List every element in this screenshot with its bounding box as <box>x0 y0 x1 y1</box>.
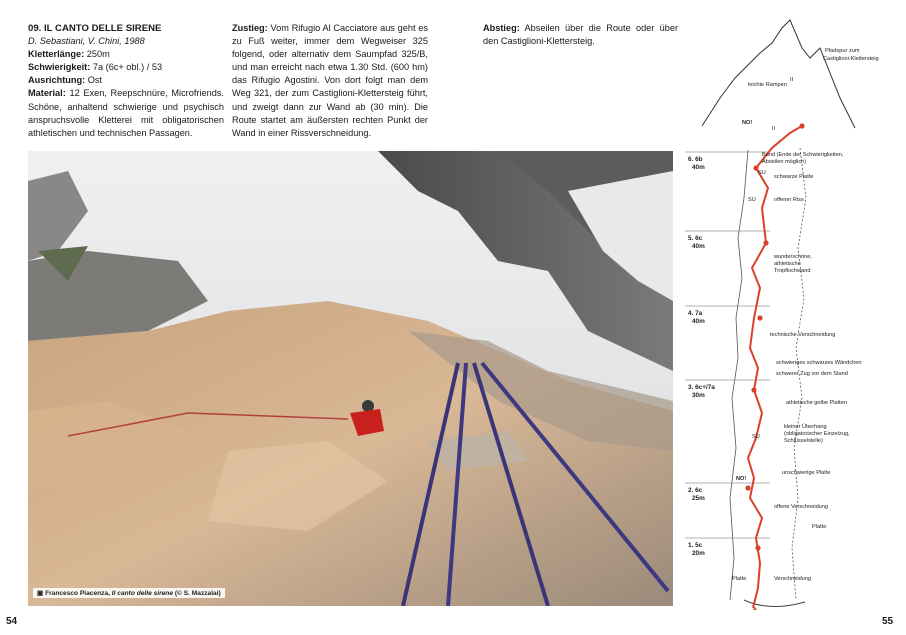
exposure-label: Ausrichtung: <box>28 75 86 86</box>
pitch-3-length: 30m <box>692 392 705 399</box>
label-overhang-3: Schlüsselstelle) <box>784 438 823 444</box>
route-title: 09. IL CANTO DELLE SIRENE <box>28 23 162 34</box>
descent-column <box>483 22 678 48</box>
pitch-5-grade: 5. 6c <box>688 235 703 242</box>
label-path-2: Castiglioni-Klettersteig <box>823 56 879 62</box>
length-value: 250m <box>86 49 110 60</box>
exposure-value: Ost <box>87 75 103 86</box>
start-marker: ▲ <box>752 606 758 612</box>
pitch-6-length: 40m <box>692 164 705 171</box>
label-path-1: Pfadspur zum <box>825 48 860 54</box>
label-slab-bottom: Platte <box>732 576 747 582</box>
pitch-5-length: 40m <box>692 243 705 250</box>
material-value: 12 Exen, Reepschnüre, Microfriends. <box>69 88 224 99</box>
label-band-1: Band (Ende der Schwierigkeiten, <box>762 152 844 158</box>
pitch-4-length: 40m <box>692 318 705 325</box>
access-text: Vom Rifugio Al Cacciatore aus geht es zu Fuß weiter, immer dem Wegweiser 325 folgend, oder alternativ dem Saumpfad 325/B, und man erreicht nach etwa 1.30 Std. (600 hm) das Rifugio Agostini. Von dort folgt man dem Weg 321, der zum Castiglioni-Klettersteig führt, und zweigt dann zur Wand ab (30 min). Die Route startet am äußersten rechten Punkt der Wand in einer Rissverschneidung. <box>232 23 428 138</box>
label-athletic-yellow: athletische gelbe Platten <box>786 400 847 406</box>
label-technical-dihedral: technische Verschneidung <box>770 332 836 338</box>
length-row <box>28 48 224 61</box>
pitch-labels <box>688 156 715 557</box>
pitch-1-length: 20m <box>692 550 705 557</box>
route-authors: D. Sebastiani, V. Chini, 1988 <box>28 36 145 47</box>
pitch-4-grade: 4. 7a <box>688 310 703 317</box>
access-column <box>232 22 428 140</box>
label-black-slab: schwarze Platte <box>774 174 814 180</box>
label-easy-slab: unschwierige Platte <box>782 470 831 476</box>
camera-icon: ▣ <box>37 590 44 597</box>
label-wonderful-3: Tropflochwand <box>774 268 811 274</box>
label-su-3: SU <box>752 434 760 440</box>
label-wonderful-2: athletische <box>774 261 801 267</box>
summit-outline <box>702 20 855 128</box>
label-su-2: SU <box>748 197 756 203</box>
label-ii-mid: II <box>772 126 776 132</box>
difficulty-label: Schwierigkeit: <box>28 62 91 73</box>
caption-credit: Francesco Piacenza, <box>45 590 110 597</box>
page-number-right: 55 <box>882 616 894 627</box>
descent-label: Abstieg: <box>483 23 520 33</box>
label-wonderful-1: wunderschöne, <box>774 254 812 260</box>
length-label: Kletterlänge: <box>28 49 85 60</box>
label-black-wall: schwieriges schwarzes Wändchen <box>776 360 862 366</box>
pitch-separators <box>685 152 770 538</box>
exposure-row <box>28 74 224 87</box>
material-label: Material: <box>28 88 66 99</box>
page-number-left: 54 <box>6 616 18 627</box>
difficulty-row <box>28 61 224 74</box>
route-description: Schöne, anhaltend schwierige und psychisch anspruchsvolle Kletterei mit obligatorischen athletischen und technischen Passagen. <box>28 101 224 138</box>
label-overhang-2: (obligatorischer Einzelzug, <box>784 431 850 437</box>
label-overhang-1: kleiner Überhang <box>784 424 827 430</box>
label-no-2: NO! <box>736 476 747 482</box>
pitch-3-grade: 3. 6c+/7a <box>688 384 715 391</box>
label-open-dihedral: offene Verschneidung <box>774 504 829 510</box>
access-label: Zustieg: <box>232 23 268 33</box>
pitch-6-grade: 6. 6b <box>688 156 703 163</box>
label-slab: Platte <box>812 524 827 530</box>
label-open-crack: offener Riss <box>774 197 804 203</box>
label-band-2: Abseilen möglich) <box>762 159 807 165</box>
pitch-1-grade: 1. 5c <box>688 542 703 549</box>
pitch-2-grade: 2. 6c <box>688 487 703 494</box>
label-ii-top: II <box>790 77 794 83</box>
label-no-1: NO! <box>742 120 753 126</box>
descent-text: Abseilen über die Route oder über den Castiglioni-Klettersteig. <box>483 23 679 47</box>
difficulty-value: 7a (6c+ obl.) / 53 <box>92 62 163 73</box>
material-row <box>28 87 224 139</box>
label-easy-ramps: leichte Rampen <box>748 82 787 88</box>
caption-photo: (© S. Mazzalai) <box>174 590 221 597</box>
route-info-column <box>28 22 224 140</box>
climbing-photo <box>28 151 673 606</box>
label-hard-move: schwerer Zug vor dem Stand <box>776 371 848 377</box>
pitch-2-length: 25m <box>692 495 705 502</box>
label-dihedral: Verschneidung <box>774 576 812 582</box>
caption-title: Il canto delle sirene <box>111 590 173 597</box>
photo-caption <box>33 588 225 598</box>
climbing-photo-image <box>28 151 673 606</box>
label-su-1: SU <box>758 170 766 176</box>
route-topo <box>680 18 900 613</box>
wall-outline <box>730 150 748 600</box>
